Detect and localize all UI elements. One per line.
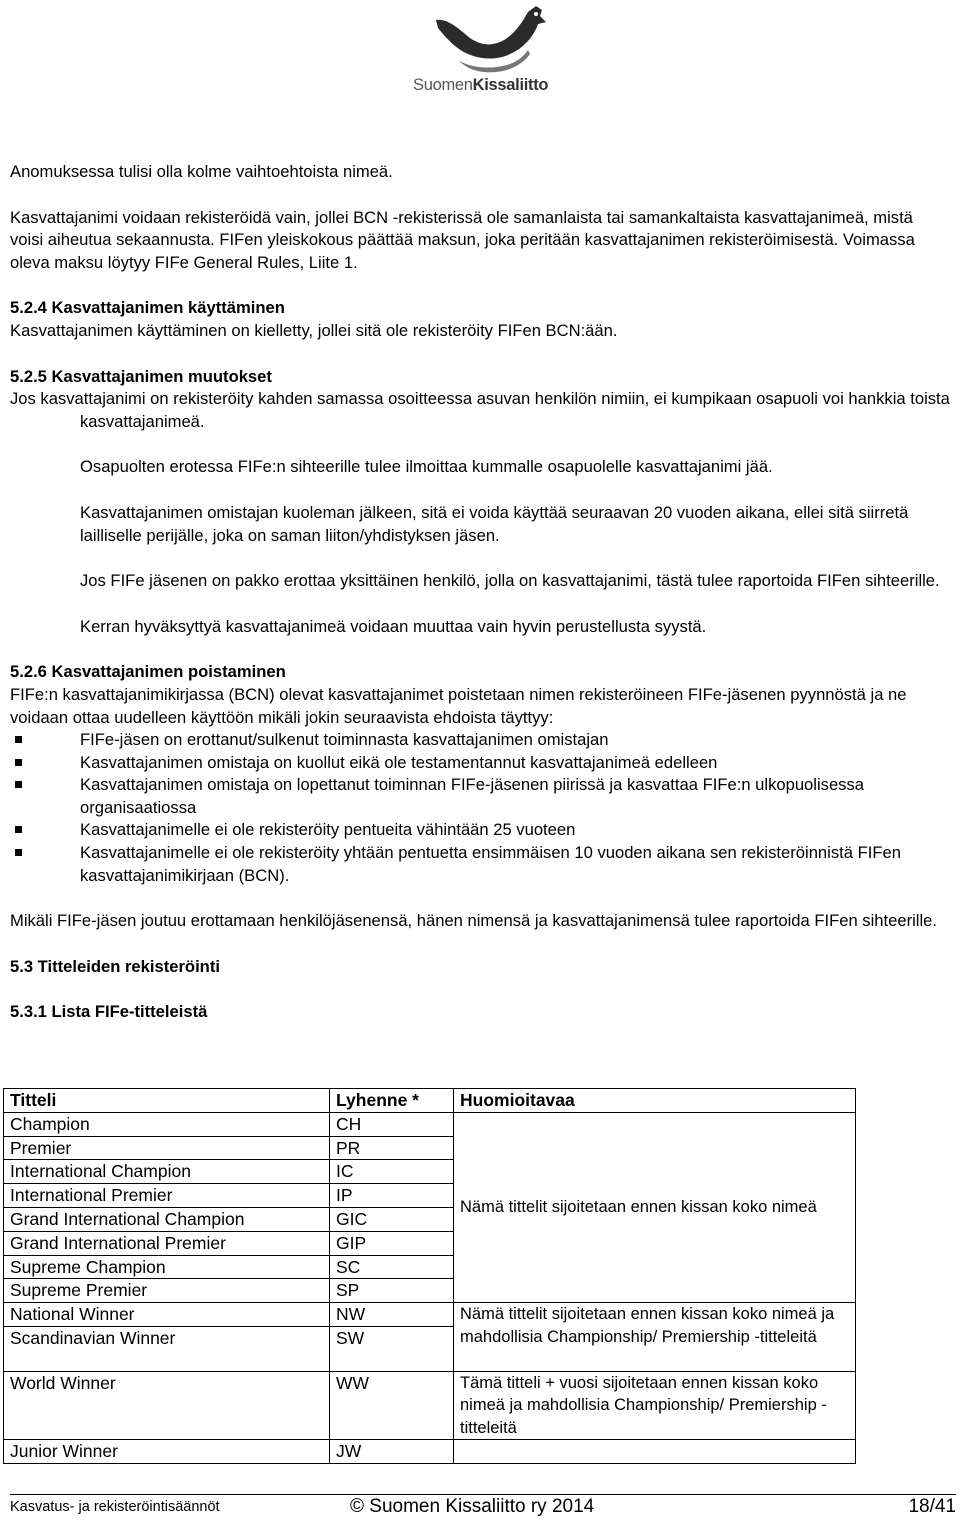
paragraph-5-2-5-3: Kasvattajanimen omistajan kuoleman jälkeen, sitä ei voida käyttää seuraavan 20 vuoden aikana, ellei sitä siirretä lailliselle perijälle, joka on saman liiton/yhdistyksen jäsen. <box>80 502 909 545</box>
note-cell: Tämä titteli + vuosi sijoitetaan ennen kissan koko nimeä ja mahdollisia Championship/ Premiership -titteleitä <box>454 1371 856 1439</box>
paragraph-5-2-6-intro: FIFe:n kasvattajanimikirjassa (BCN) olevat kasvattajanimet poistetaan nimen rekisteröineen FIFe-jäsenen pyynnöstä ja ne voidaan ottaa uudelleen käyttöön mikäli jokin seuraavista ehdoista täyttyy: <box>10 684 907 727</box>
logo <box>408 0 568 100</box>
bullet-icon <box>15 781 22 788</box>
cat-logo-icon <box>418 0 558 76</box>
table-cell: World Winner <box>4 1371 330 1439</box>
titles-table <box>3 1088 856 1464</box>
table-cell <box>454 1440 856 1464</box>
paragraph-5-2-5-5: Kerran hyväksyttyä kasvattajanimeä voidaan muuttaa vain hyvin perustellusta syystä. <box>80 616 707 636</box>
table-cell: International Champion <box>4 1160 330 1184</box>
heading-5-3-1: 5.3.1 Lista FIFe-titteleistä <box>10 1002 208 1022</box>
table-cell: Grand International Champion <box>4 1207 330 1231</box>
bullet-icon <box>15 759 22 766</box>
heading-5-2-6: 5.2.6 Kasvattajanimen poistaminen <box>10 662 286 682</box>
paragraph-5-2-5-1: Jos kasvattajanimi on rekisteröity kahden samassa osoitteessa asuvan henkilön nimiin, ei kumpikaan osapuoli voi hankkia toista kasvattajanimeä. <box>10 389 950 431</box>
logo-text-bold: Kissaliitto <box>472 76 549 94</box>
table-cell: IP <box>330 1184 454 1208</box>
document-body <box>10 161 950 1024</box>
table-cell: Champion <box>4 1112 330 1136</box>
table-row <box>4 1371 856 1439</box>
list-item <box>10 752 950 775</box>
column-header-title: Titteli <box>4 1089 330 1113</box>
bullet-list <box>10 729 950 887</box>
table-row <box>4 1303 856 1327</box>
footer-copyright: © Suomen Kissaliitto ry 2014 <box>350 1496 595 1517</box>
list-item <box>10 729 950 752</box>
logo-text-light: Suomen <box>413 76 473 94</box>
table-row <box>4 1440 856 1464</box>
table-cell: International Premier <box>4 1184 330 1208</box>
bullet-icon <box>15 849 22 856</box>
note-cell: Nämä tittelit sijoitetaan ennen kissan koko nimeä ja mahdollisia Championship/ Premiership -titteleitä <box>454 1303 856 1372</box>
paragraph-5-2-4: Kasvattajanimen käyttäminen on kielletty, jollei sitä ole rekisteröity FIFen BCN:ään. <box>10 320 618 340</box>
table-cell: GIC <box>330 1207 454 1231</box>
table-cell: National Winner <box>4 1303 330 1327</box>
table-cell: Supreme Premier <box>4 1279 330 1303</box>
table-cell: Scandinavian Winner <box>4 1326 330 1371</box>
table-cell: PR <box>330 1136 454 1160</box>
table-cell: IC <box>330 1160 454 1184</box>
paragraph-5-2-5-4: Jos FIFe jäsenen on pakko erottaa yksittäinen henkilö, jolla on kasvattajanimi, tästä tulee raportoida FIFen sihteerille. <box>80 571 940 591</box>
heading-5-2-4: 5.2.4 Kasvattajanimen käyttäminen <box>10 298 285 318</box>
footer-page-number: 18/41 <box>908 1496 956 1517</box>
list-item-text: Kasvattajanimen omistaja on kuollut eikä ole testamentannut kasvattajanimeä edelleen <box>80 752 718 772</box>
table-cell: Supreme Champion <box>4 1255 330 1279</box>
page-footer <box>10 1494 956 1520</box>
column-header-notes: Huomioitavaa <box>454 1089 856 1113</box>
bullet-icon <box>15 736 22 743</box>
list-item-text: Kasvattajanimelle ei ole rekisteröity pentueita vähintään 25 vuoteen <box>80 820 576 840</box>
note-cell: Nämä tittelit sijoitetaan ennen kissan koko nimeä <box>454 1112 856 1302</box>
paragraph-5-2-5-2: Osapuolten erotessa FIFe:n sihteerille tulee ilmoittaa kummalle osapuolelle kasvattajanimi jää. <box>80 457 773 477</box>
bullet-icon <box>15 826 22 833</box>
list-item <box>10 774 950 819</box>
table-cell: Premier <box>4 1136 330 1160</box>
list-item-text: Kasvattajanimen omistaja on lopettanut toiminnan FIFe-jäsenen piirissä ja kasvattaa FIFe:n ulkopuolisessa organisaatiossa <box>80 775 865 817</box>
table-cell: CH <box>330 1112 454 1136</box>
table-cell: SP <box>330 1279 454 1303</box>
paragraph-names: Anomuksessa tulisi olla kolme vaihtoehtoista nimeä. <box>10 162 393 181</box>
paragraph-5-2-6-after: Mikäli FIFe-jäsen joutuu erottamaan henkilöjäsenensä, hänen nimensä ja kasvattajanimensä tulee raportoida FIFen sihteerille. <box>10 911 937 931</box>
column-header-abbreviation: Lyhenne * <box>330 1089 454 1113</box>
paragraph-breeder-name: Kasvattajanimi voidaan rekisteröidä vain, jollei BCN -rekisterissä ole samanlaista tai samankaltaista kasvattajanimeä, mistä voisi aiheutua sekaannusta. FIFen yleiskokous päättää maksun, joka peritään kasvattajanimen rekisteröimisestä. Voimassa oleva maksu löytyy FIFe General Rules, Liite 1. <box>10 207 915 272</box>
list-item-text: Kasvattajanimelle ei ole rekisteröity yhtään pentuetta ensimmäisen 10 vuoden aikana sen rekisteröinnistä FIFen kasvattajanimikirjaan (BCN). <box>80 843 901 885</box>
list-item <box>10 842 950 887</box>
table-cell: GIP <box>330 1231 454 1255</box>
list-item-text: FIFe-jäsen on erottanut/sulkenut toiminnasta kasvattajanimen omistajan <box>80 730 609 750</box>
table-cell: WW <box>330 1371 454 1439</box>
table-cell: SC <box>330 1255 454 1279</box>
table-cell: NW <box>330 1303 454 1327</box>
table-header-row <box>4 1089 856 1113</box>
list-item <box>10 819 950 842</box>
table-cell: Grand International Premier <box>4 1231 330 1255</box>
table-row <box>4 1112 856 1136</box>
footer-document-title: Kasvatus- ja rekisteröintisäännöt <box>10 1499 220 1515</box>
table-cell: JW <box>330 1440 454 1464</box>
table-cell: Junior Winner <box>4 1440 330 1464</box>
heading-5-3: 5.3 Titteleiden rekisteröinti <box>10 956 220 976</box>
table-cell: SW <box>330 1326 454 1371</box>
heading-5-2-5: 5.2.5 Kasvattajanimen muutokset <box>10 366 272 386</box>
